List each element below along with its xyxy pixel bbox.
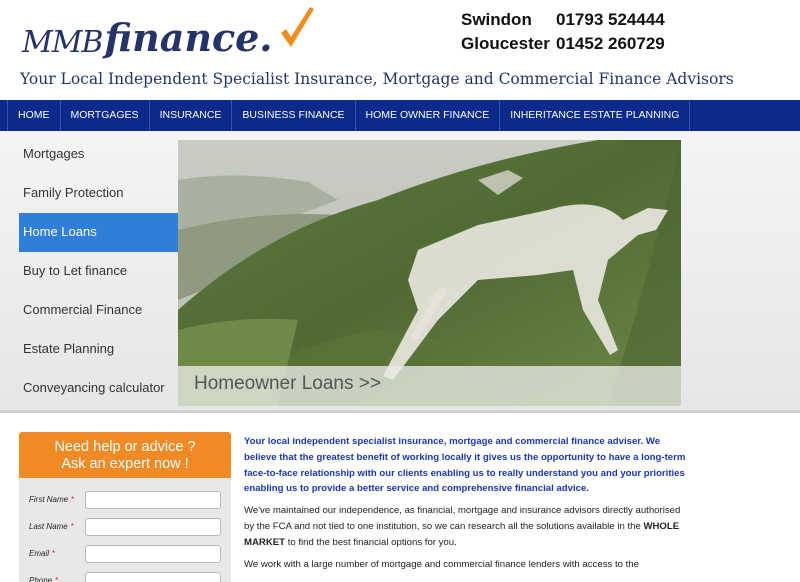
- main-navigation: [0, 100, 800, 131]
- enquiry-form: [19, 432, 231, 582]
- last-name-label: Last Name *: [29, 522, 74, 531]
- sidebar-item-family-protection[interactable]: Family Protection: [23, 185, 124, 200]
- sidebar-item-estate-planning[interactable]: Estate Planning: [23, 341, 115, 356]
- sidebar-item-mortgages[interactable]: Mortgages: [23, 146, 85, 161]
- form-row-last-name: [19, 518, 231, 538]
- last-name-field[interactable]: [85, 518, 221, 536]
- phone-swindon[interactable]: [461, 8, 665, 32]
- form-row-email: [19, 545, 231, 565]
- nav-home-owner-finance[interactable]: HOME OWNER FINANCE: [356, 100, 501, 131]
- enquiry-header: [19, 432, 231, 478]
- enquiry-heading-line2: Ask an expert now !: [61, 456, 189, 472]
- enquiry-heading-line1: Need help or advice ?: [54, 439, 196, 455]
- site-tagline: Your Local Independent Specialist Insurance, Mortgage and Commercial Finance Advisors: [20, 70, 734, 88]
- hero-caption-link[interactable]: Homeowner Loans >>: [194, 373, 381, 394]
- form-row-phone: [19, 572, 231, 582]
- email-label: Email *: [29, 549, 56, 558]
- phone-field[interactable]: [85, 572, 221, 582]
- site-logo[interactable]: [22, 10, 317, 60]
- sidebar-menu: [19, 135, 178, 408]
- hero-caption-bar[interactable]: [178, 366, 681, 406]
- phone-city: Swindon: [461, 10, 532, 29]
- first-name-field[interactable]: [85, 491, 221, 509]
- independence-paragraph: We've maintained our independence, as financial, mortgage and insurance advisors directly authorised by the FCA and not tied to one institution, so we can research all the solutions available in the WHOLE MARKET to find the best financial options for you.: [244, 505, 681, 548]
- phone-number: 01452 260729: [556, 34, 665, 53]
- sidebar-item-commercial-finance[interactable]: Commercial Finance: [23, 302, 143, 317]
- intro-paragraph: Your local independent specialist insurance, mortgage and commercial finance adviser. We believe that the greatest benefit of working locally it gives us the opportunity to have a long-term face-to-face relationship with our clients enabling us to really understand you and your priorities enabling us to provide a better service and comprehensive financial advice.: [244, 436, 686, 495]
- phone-label: Phone *: [29, 576, 59, 582]
- hero-banner[interactable]: [178, 140, 681, 406]
- lenders-paragraph: We work with a large number of mortgage and commercial finance lenders with access to the: [244, 558, 639, 570]
- logo-mmb-text: MMB: [22, 25, 103, 60]
- checkmark-icon: [277, 7, 317, 56]
- nav-inheritance-estate-planning[interactable]: INHERITANCE ESTATE PLANNING: [500, 100, 690, 131]
- sidebar-item-buy-to-let[interactable]: Buy to Let finance: [23, 263, 128, 278]
- nav-mortgages[interactable]: MORTGAGES: [61, 100, 150, 131]
- first-name-label: First Name *: [29, 495, 75, 504]
- nav-business-finance[interactable]: BUSINESS FINANCE: [232, 100, 355, 131]
- nav-insurance[interactable]: INSURANCE: [150, 100, 233, 131]
- logo-finance-text: finance.: [104, 15, 273, 60]
- email-field[interactable]: [85, 545, 221, 563]
- phone-gloucester[interactable]: [461, 32, 665, 56]
- nav-home[interactable]: HOME: [7, 100, 61, 131]
- form-row-first-name: [19, 491, 231, 511]
- sidebar-item-home-loans[interactable]: Home Loans: [19, 213, 178, 252]
- contact-phones: [461, 8, 665, 56]
- main-content: [244, 434, 688, 572]
- phone-number: 01793 524444: [556, 10, 665, 29]
- phone-city: Gloucester: [461, 34, 550, 53]
- whole-market-text: WHOLE MARKET: [244, 520, 680, 548]
- sidebar-item-conveyancing-calculator[interactable]: Conveyancing calculator: [23, 380, 165, 395]
